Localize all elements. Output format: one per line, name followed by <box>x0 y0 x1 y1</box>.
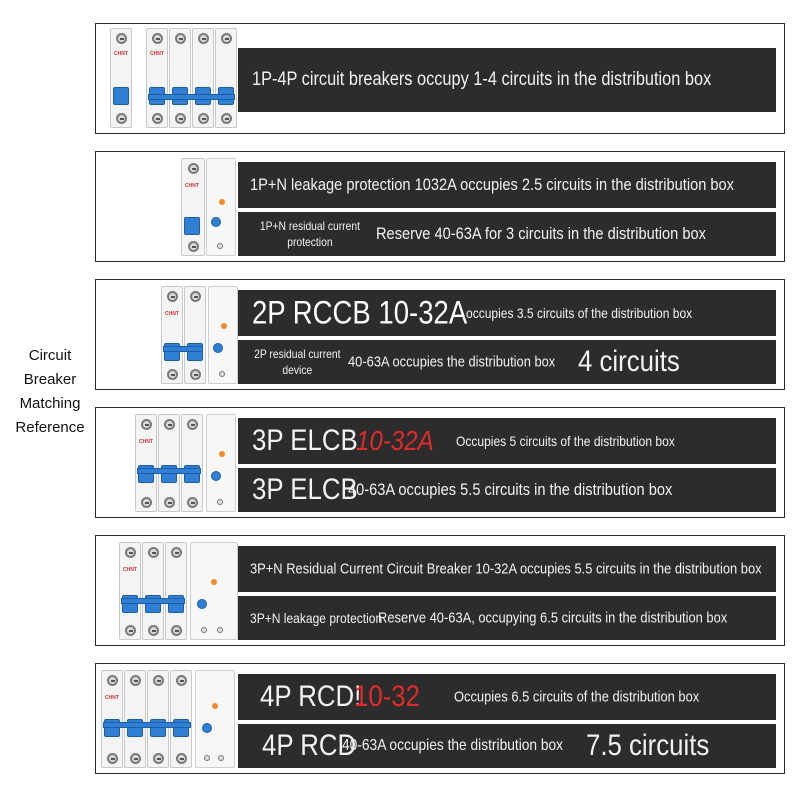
side-label-line: Circuit <box>28 347 72 364</box>
breaker-photo <box>132 408 238 517</box>
bar-text: Occupies 5 circuits of the distribution box <box>456 433 675 449</box>
info-bar <box>238 162 776 208</box>
panel-3p <box>95 407 785 518</box>
info-bar <box>238 724 776 768</box>
bar-text: Reserve 40-63A for 3 circuits in the distribution box <box>376 224 706 243</box>
bar-subtext: 3P+N leakage protection <box>250 610 383 626</box>
bar-heading: 4P RCD <box>262 729 357 762</box>
bar-text: 40-63A occupies 5.5 circuits in the distribution box <box>348 480 673 499</box>
breaker-photo <box>158 280 244 389</box>
info-bar <box>238 468 776 512</box>
info-bar <box>238 48 776 112</box>
breaker-photo <box>98 664 238 773</box>
bar-heading: 7.5 circuits <box>586 729 710 762</box>
bar-heading: 3P ELCB <box>252 424 358 457</box>
side-label-line: Matching <box>19 395 81 412</box>
bar-heading: 2P RCCB 10-32A <box>252 294 468 331</box>
panel-3p-n <box>95 535 785 646</box>
brand-logo: CHNT <box>165 311 179 317</box>
panel-2p <box>95 279 785 390</box>
info-bar <box>238 340 776 384</box>
info-bar <box>238 674 776 720</box>
panel-4p <box>95 663 785 774</box>
breaker-photo <box>102 24 244 133</box>
bar-text: 1P+N leakage protection 1032A occupies 2.5 circuits in the distribution box <box>250 175 734 194</box>
bar-text: Occupies 6.5 circuits of the distribution box <box>454 688 700 706</box>
brand-logo: CHNT <box>139 439 153 445</box>
bar-text: 3P+N Residual Current Circuit Breaker 10-32A occupies 5.5 circuits in the distribution box <box>250 560 762 578</box>
info-bar <box>238 596 776 640</box>
breaker-photo <box>116 536 244 645</box>
info-bar <box>238 546 776 592</box>
info-bar <box>238 290 776 336</box>
breaker-photo <box>178 152 244 261</box>
side-label-line: Breaker <box>23 371 77 388</box>
brand-logo: CHNT <box>150 51 164 57</box>
bar-highlight: 10-32A <box>356 425 434 456</box>
breaker-1p-icon <box>110 28 132 128</box>
bar-text: 40-63A occupies the distribution box <box>342 737 564 754</box>
brand-logo: CHNT <box>105 695 119 701</box>
brand-logo: CHNT <box>123 567 137 573</box>
bar-subtext: 2P residual current device <box>254 347 341 377</box>
info-bar <box>238 212 776 256</box>
side-label-line: Reference <box>15 419 85 436</box>
bar-heading: 3P ELCB <box>252 473 358 506</box>
bar-heading: 4P RCD! <box>260 680 362 713</box>
panel-1p-4p <box>95 23 785 134</box>
brand-logo: CHNT <box>185 183 199 189</box>
bar-heading: 4 circuits <box>578 345 680 378</box>
bar-text: 40-63A occupies the distribution box <box>348 353 556 371</box>
bar-subtext: 1P+N residual current protection <box>259 219 360 249</box>
info-bar <box>238 418 776 464</box>
bar-highlight: 10-32 <box>354 680 420 713</box>
bar-text: Reserve 40-63A, occupying 6.5 circuits in the distribution box <box>378 609 728 627</box>
brand-logo: CHNT <box>114 51 128 57</box>
bar-text: 1P-4P circuit breakers occupy 1-4 circuits in the distribution box <box>252 69 712 90</box>
panel-1p-n <box>95 151 785 262</box>
side-label <box>12 344 88 440</box>
bar-text: occupies 3.5 circuits of the distribution box <box>466 305 693 321</box>
